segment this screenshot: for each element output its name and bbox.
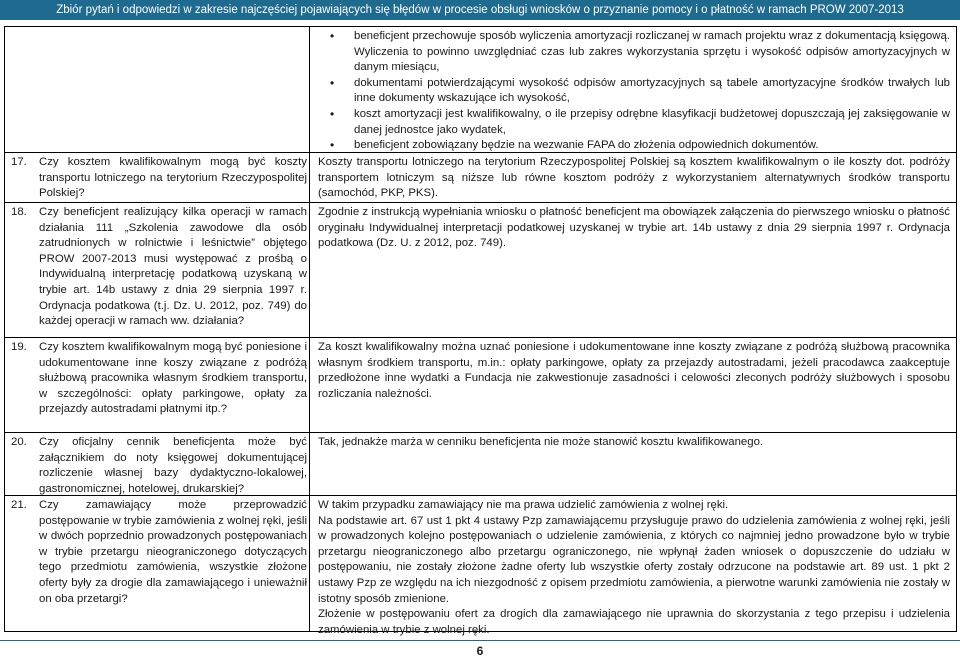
- answer-text: Zgodnie z instrukcją wypełniania wniosku o płatność beneficjent ma obowiązek załączenia do pierwszego wniosku o płatność oryginału Indywidualnej interpretacji podatkowej uzyskanej w trybie art. 14b ustawy z dnia 29 sierpnia 1997 r. Ordynacja podatkowa (Dz. U. z 2012, poz. 749).: [318, 206, 950, 250]
- document-header: [0, 0, 960, 20]
- answer-text-block: [318, 498, 950, 638]
- table-row: [5, 27, 956, 152]
- question-text: Czy zamawiający może przeprowadzić postępowanie w trybie zamówienia z wolnej ręki, jeśli w dwóch poprzednio prowadzonych postępowaniach w trybie przetargu nieograniczonego dotyczących tego przedmiotu zamówienia, wszystkie złożone oferty były za drogie dla zamawiającego i unieważnił on oba przetargi?: [39, 499, 307, 605]
- question-text: Czy kosztem kwalifikowalnym mogą być koszty transportu lotniczego na terytorium Rzeczypospolitej Polskiej?: [39, 156, 307, 200]
- question-text: Czy beneficjent realizujący kilka operacji w ramach działania 111 „Szkolenia zawodowe dla osób zatrudnionych w rolnictwie i leśnictwie” objętego PROW 2007-2013 musi występować z prośbą o Indywidualną interpretację podatkową uzyskaną w trybie art. 14b ustawy z dnia 29 sierpnia 1997 r. Ordynacja podatkowa (t.j. Dz. U. 2012, poz. 749) do każdej operacji w ramach ww. działania?: [39, 206, 307, 328]
- list-item: • beneficjent zobowiązany będzie na wezwanie FAPA do złożenia odpowiednich dokumentów.: [318, 138, 950, 154]
- list-item: • dokumentami potwierdzającymi wysokość odpisów amortyzacyjnych są tabele amortyzacyjne środków trwałych lub inne dokumenty wskazujące ich wysokość,: [318, 76, 950, 107]
- question-cell: [5, 496, 310, 631]
- table-row: [5, 495, 956, 636]
- qa-table: [4, 26, 957, 636]
- question-cell: [5, 433, 310, 495]
- table-row: [5, 202, 956, 337]
- answer-paragraph: W takim przypadku zamawiający nie ma prawa udzielić zamówienia z wolnej ręki.: [318, 499, 729, 511]
- list-item: • koszt amortyzacji jest kwalifikowalny, o ile przepisy odrębne klasyfikacji budżetowej dopuszczają jej zaksięgowanie w danej jednostce jako wydatek,: [318, 107, 950, 138]
- footer-divider: [0, 640, 960, 641]
- question-number: 21.: [11, 499, 27, 511]
- answer-paragraph: Na podstawie art. 67 ust 1 pkt 4 ustawy Pzp zamawiającemu przysługuje prawo do udzielenia zamówienia z wolnej ręki, jeśli w prowadzonych kolejno postępowaniach o udzielenie zamówienia, z których co najmniej jedno prowadzone było w trybie przetargu nieograniczonego albo przetargu ograniczonego, nie wpłynął żaden wniosek o dopuszczenie do udziału w postępowaniu, nie zostały złożone żadne oferty lub wszystkie oferty zostały odrzucone na podstawie art. 89 ust. 1 pkt 2 ustawy Pzp ze względu na ich niezgodność z opisem przedmiotu zamówienia, a pierwotne warunki zamówienia nie zostały w istotny sposób zmienione.: [318, 514, 950, 605]
- answer-cell: [310, 203, 956, 337]
- table-row: [5, 337, 956, 432]
- question-number: 20.: [11, 436, 27, 448]
- question-number: 18.: [11, 206, 27, 218]
- table-row: [5, 432, 956, 495]
- answer-cell: [310, 338, 956, 432]
- answer-cell: [310, 153, 956, 202]
- answer-text: Koszty transportu lotniczego na terytorium Rzeczypospolitej Polskiej są kosztem kwalifikowalnym o ile koszty dot. podróży transportem lotniczym są niższe lub równe kosztom podróży z wykorzystaniem alternatywnych środków transportu (samochód, PKP, PKS).: [318, 156, 950, 200]
- question-cell: [5, 338, 310, 432]
- answer-text: Tak, jednakże marża w cenniku beneficjenta nie może stanowić kosztu kwalifikowanego.: [318, 436, 764, 448]
- answer-cell: [310, 27, 956, 152]
- question-number: 19.: [11, 341, 27, 353]
- list-item: • beneficjent przechowuje sposób wyliczenia amortyzacji rozliczanej w ramach projektu wraz z dokumentacją księgową. Wyliczenia to powinno uwzględniać czas lub zakres wykorzystania sprzętu i wysokość odpisów amortyzacyjnych w danym miesiącu,: [318, 29, 950, 76]
- page-number: 6: [476, 644, 484, 658]
- answer-bullet-list: [318, 29, 950, 154]
- question-cell: [5, 203, 310, 337]
- answer-paragraph: Złożenie w postępowaniu ofert za drogich dla zamawiającego nie uprawnia do skorzystania z tego przepisu i udzielenia zamówienia w trybie z wolnej ręki.: [318, 608, 950, 636]
- answer-cell: [310, 496, 956, 636]
- empty-question-cell: [5, 27, 310, 152]
- question-text: Czy oficjalny cennik beneficjenta może być załącznikiem do noty księgowej dokumentującej rozliczenie własnej bazy dydaktyczno-lokalowej, gastronomicznej, hotelowej, drukarskiej?: [39, 436, 307, 495]
- question-cell: [5, 153, 310, 202]
- question-text: Czy kosztem kwalifikowalnym mogą być poniesione i udokumentowane inne koszy związane z podróżą służbową pracownika własnym środkiem transportu, w szczególności: opłaty parkingowe, opłaty za przejazdy autostradami płatnymi itp.?: [39, 341, 307, 416]
- header-title: Zbiór pytań i odpowiedzi w zakresie najczęściej pojawiających się błędów w procesie obsługi wniosków o przyznanie pomocy i o płatność w ramach PROW 2007-2013: [56, 4, 904, 16]
- answer-cell: [310, 433, 956, 495]
- table-row: [5, 152, 956, 202]
- question-number: 17.: [11, 156, 27, 168]
- answer-text: Za koszt kwalifikowalny można uznać poniesione i udokumentowane inne koszty związane z podróżą służbową pracownika własnym środkiem transportu, m.in.: opłaty parkingowe, opłaty za przejazdy autostradami, jeżeli pracodawca zaakceptuje przedłożone inne wydatki a Fundacja nie zakwestionuje zasadności i celowości zleconych podróży służbowych i sposobu rozliczania należności.: [318, 341, 950, 400]
